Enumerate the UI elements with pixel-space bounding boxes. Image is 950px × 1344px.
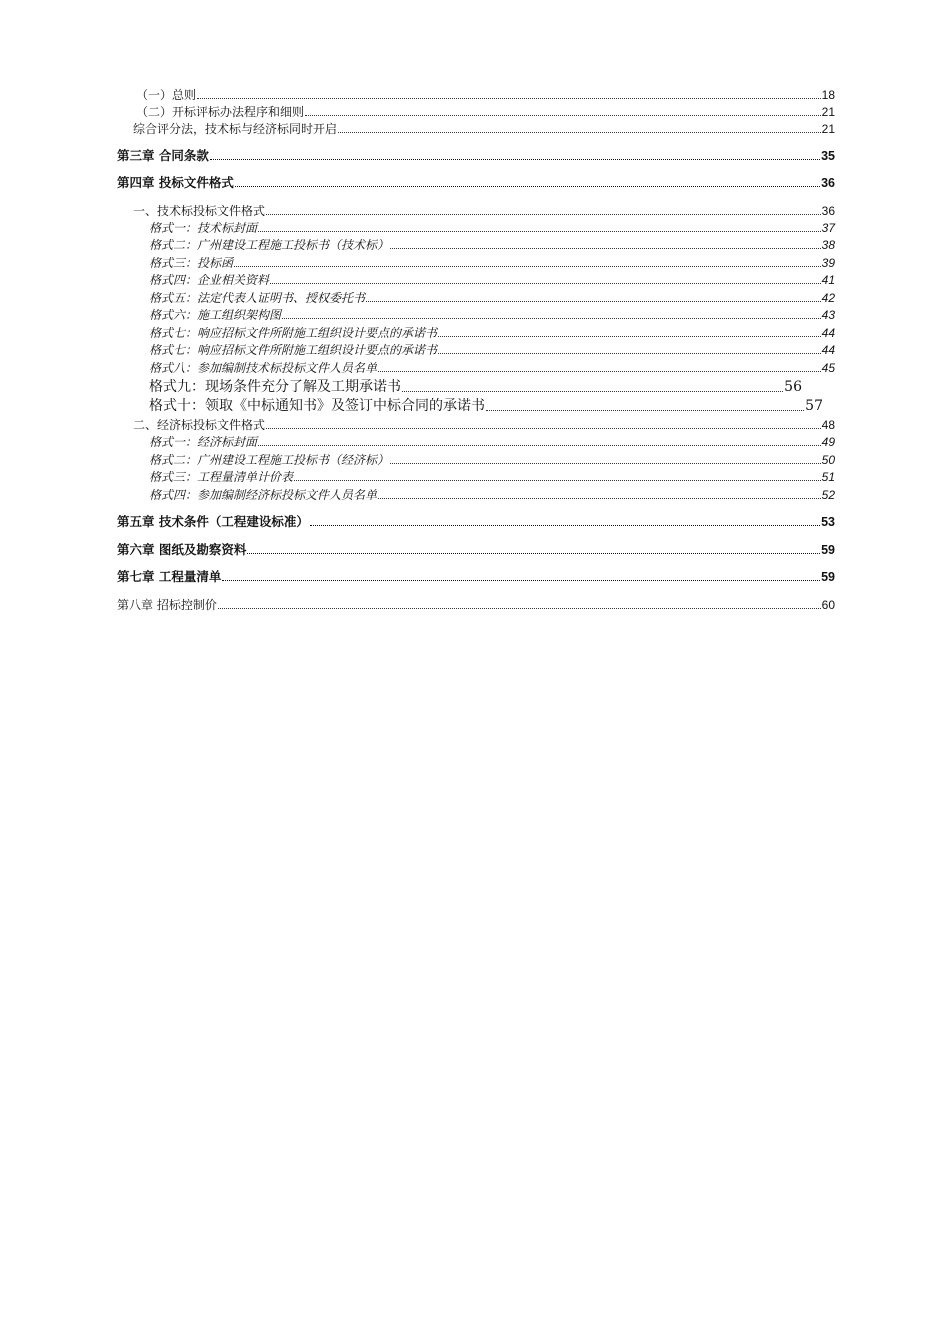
toc-entry-page-number: 48	[821, 418, 835, 432]
toc-entry-page-number: 35	[821, 149, 835, 163]
toc-entry-page-number: 53	[821, 515, 835, 529]
toc-entry-page-number: 38	[821, 238, 835, 252]
toc-entry[interactable]	[149, 343, 835, 357]
toc-entry-title: 格式九：现场条件充分了解及工期承诺书	[149, 379, 401, 395]
dot-leader	[402, 391, 783, 392]
dot-leader	[270, 283, 821, 284]
toc-entry[interactable]	[149, 488, 835, 502]
dot-leader	[247, 553, 820, 554]
toc-entry[interactable]	[136, 88, 835, 102]
toc-entry-title: 格式七：响应招标文件所附施工组织设计要点的承诺书	[149, 343, 438, 357]
dot-leader	[378, 498, 821, 499]
toc-entry-title: 格式二：广州建设工程施工投标书（经济标）	[149, 453, 390, 467]
dot-leader	[266, 214, 821, 215]
toc-entry[interactable]	[149, 453, 835, 467]
toc-entry[interactable]	[149, 398, 823, 414]
toc-entry[interactable]	[149, 256, 835, 270]
toc-entry-title: 格式七：响应招标文件所附施工组织设计要点的承诺书	[149, 326, 438, 340]
toc-entry[interactable]	[149, 435, 835, 449]
dot-leader	[378, 371, 821, 372]
dot-leader	[310, 525, 820, 526]
dot-leader	[218, 608, 821, 609]
dot-leader	[438, 336, 821, 337]
toc-entry-page-number: 49	[821, 435, 835, 449]
toc-entry[interactable]	[117, 543, 835, 557]
toc-entry[interactable]	[117, 515, 835, 529]
toc-entry-page-number: 52	[821, 488, 835, 502]
toc-entry[interactable]	[149, 291, 835, 305]
toc-entry-page-number: 50	[821, 453, 835, 467]
toc-entry-title: 格式四：参加编制经济标投标文件人员名单	[149, 488, 378, 502]
toc-entry-page-number: 51	[821, 470, 835, 484]
toc-entry-title: 格式三：工程量清单计价表	[149, 470, 294, 484]
toc-entry[interactable]	[117, 176, 835, 190]
toc-entry-page-number: 18	[821, 88, 835, 102]
dot-leader	[210, 159, 820, 160]
toc-entry[interactable]	[149, 308, 835, 322]
toc-entry[interactable]	[149, 361, 835, 375]
dot-leader	[390, 248, 821, 249]
toc-entry[interactable]	[149, 326, 835, 340]
toc-entry[interactable]	[149, 379, 802, 395]
dot-leader	[258, 445, 821, 446]
toc-entry[interactable]	[136, 105, 835, 119]
toc-entry-title: 第四章 投标文件格式	[117, 175, 234, 190]
toc-entry[interactable]	[133, 418, 835, 432]
toc-entry-title: 格式一：技术标封面	[149, 221, 258, 235]
toc-entry[interactable]	[149, 238, 835, 252]
dot-leader	[338, 132, 821, 133]
toc-entry[interactable]	[149, 221, 835, 235]
toc-entry-title: 格式八：参加编制技术标投标文件人员名单	[149, 361, 378, 375]
toc-entry-title: （一）总则	[136, 88, 197, 102]
toc-entry-title: 第五章 技术条件（工程建设标准）	[117, 514, 309, 529]
toc-entry[interactable]	[149, 470, 835, 484]
toc-entry-page-number: 45	[821, 361, 835, 375]
dot-leader	[197, 98, 821, 99]
toc-entry-page-number: 41	[821, 273, 835, 287]
toc-entry-title: 格式六：施工组织架构图	[149, 308, 282, 322]
toc-entry-title: 格式四：企业相关资料	[149, 273, 270, 287]
toc-entry-title: 第三章 合同条款	[117, 148, 209, 163]
dot-leader	[390, 463, 821, 464]
toc-entry-page-number: 57	[805, 398, 823, 414]
dot-leader	[486, 410, 804, 411]
toc-entry-page-number: 43	[821, 308, 835, 322]
toc-entry-page-number: 60	[821, 598, 835, 612]
toc-entry[interactable]	[133, 122, 835, 136]
toc-entry-page-number: 36	[821, 204, 835, 218]
toc-entry-page-number: 56	[784, 379, 802, 395]
toc-entry-page-number: 44	[821, 343, 835, 357]
toc-entry-title: 一、技术标投标文件格式	[133, 204, 266, 218]
toc-entry-title: 格式一：经济标封面	[149, 435, 258, 449]
toc-entry[interactable]	[117, 149, 835, 163]
toc-entry-page-number: 21	[821, 122, 835, 136]
toc-entry-title: 第八章 招标控制价	[117, 598, 217, 612]
dot-leader	[234, 266, 821, 267]
dot-leader	[235, 186, 820, 187]
dot-leader	[366, 301, 821, 302]
toc-entry-page-number: 36	[821, 176, 835, 190]
dot-leader	[282, 318, 821, 319]
dot-leader	[258, 231, 821, 232]
toc-entry-page-number: 37	[821, 221, 835, 235]
toc-entry-title: 格式二：广州建设工程施工投标书（技术标）	[149, 238, 390, 252]
toc-entry[interactable]	[149, 273, 835, 287]
dot-leader	[438, 353, 821, 354]
toc-entry-page-number: 59	[821, 543, 835, 557]
toc-entry-page-number: 59	[821, 570, 835, 584]
toc-entry-page-number: 44	[821, 326, 835, 340]
toc-entry-title: 二、经济标投标文件格式	[133, 418, 266, 432]
toc-entry-title: 第六章 图纸及勘察资料	[117, 542, 247, 557]
dot-leader	[294, 480, 821, 481]
toc-entry[interactable]	[133, 204, 835, 218]
toc-entry-title: 格式十：领取《中标通知书》及签订中标合同的承诺书	[149, 398, 485, 414]
dot-leader	[266, 428, 821, 429]
toc-entry-title: （二）开标评标办法程序和细则	[136, 105, 305, 119]
toc-entry[interactable]	[117, 570, 835, 584]
toc-entry-title: 格式五：法定代表人证明书、授权委托书	[149, 291, 366, 305]
toc-entry-title: 格式三：投标函	[149, 256, 234, 270]
dot-leader	[305, 115, 821, 116]
toc-entry-title: 第七章 工程量清单	[117, 569, 222, 584]
toc-entry[interactable]	[117, 598, 835, 612]
dot-leader	[222, 580, 820, 581]
toc-entry-page-number: 42	[821, 291, 835, 305]
toc-entry-title: 综合评分法，技术标与经济标同时开启	[133, 122, 338, 136]
toc-entry-page-number: 39	[821, 256, 835, 270]
toc-entry-page-number: 21	[821, 105, 835, 119]
